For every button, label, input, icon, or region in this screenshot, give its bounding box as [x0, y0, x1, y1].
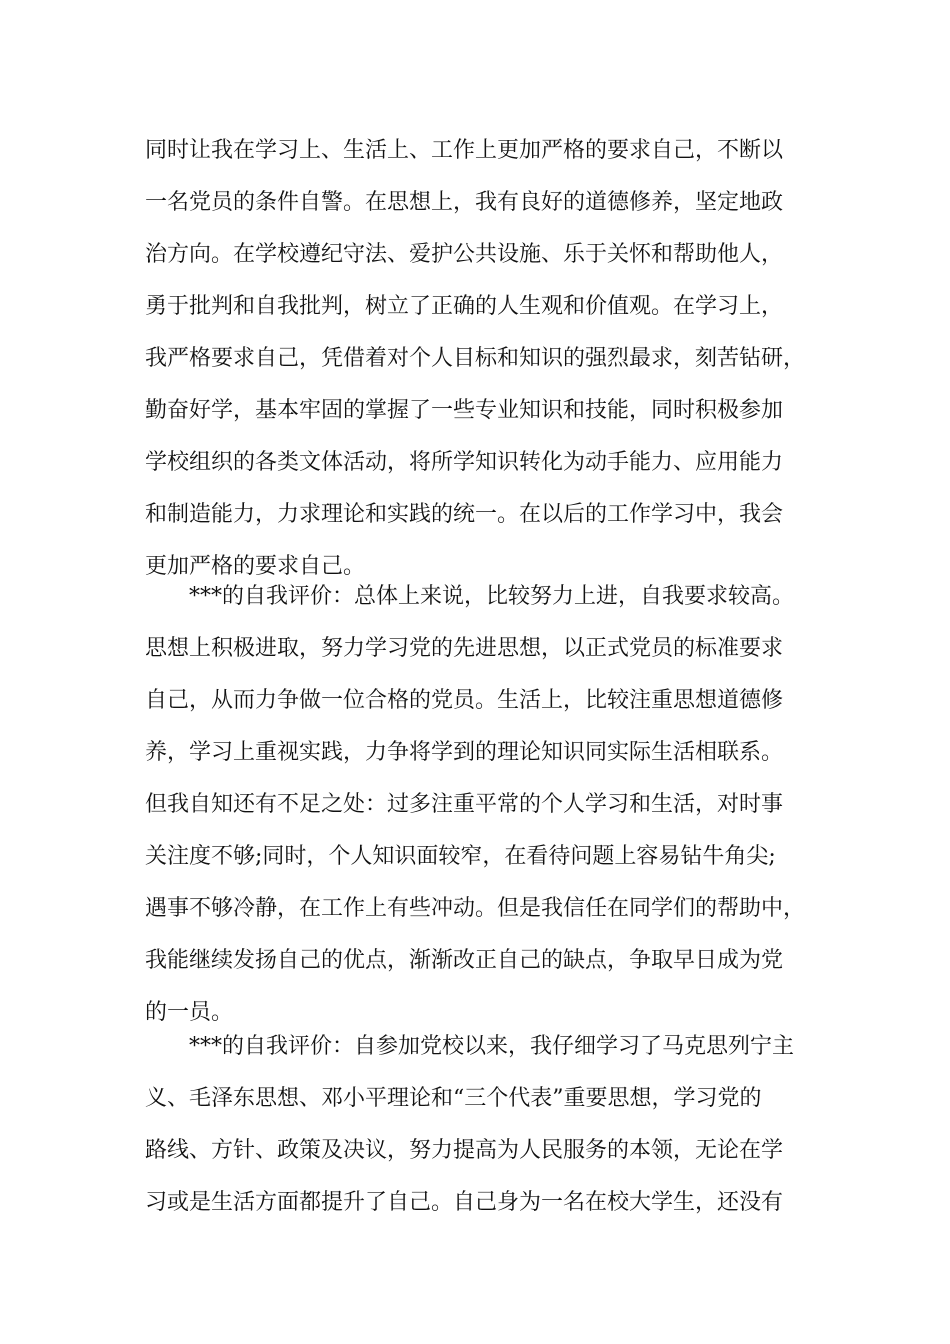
text-line: 勇于批判和自我批判，树立了正确的人生观和价值观。在学习上，	[145, 294, 784, 319]
text-line: 关注度不够;同时，个人知识面较窄，在看待问题上容易钻牛角尖;	[145, 844, 776, 869]
text-line: 路线、方针、政策及决议，努力提高为人民服务的本领，无论在学	[145, 1138, 784, 1163]
text-line: 一名党员的条件自警。在思想上，我有良好的道德修养，坚定地政	[145, 190, 784, 215]
text-line: 养，学习上重视实践，力争将学到的理论知识同实际生活相联系。	[145, 740, 784, 765]
text-line: 学校组织的各类文体活动，将所学知识转化为动手能力、应用能力	[145, 450, 784, 475]
text-line: 勤奋好学，基本牢固的掌握了一些专业知识和技能，同时积极参加	[145, 398, 784, 423]
text-line: 思想上积极进取，努力学习党的先进思想，以正式党员的标准要求	[145, 636, 784, 661]
text-line: 但我自知还有不足之处：过多注重平常的个人学习和生活，对时事	[145, 792, 784, 817]
text-line: 的一员。	[145, 1000, 234, 1025]
text-line: 习或是生活方面都提升了自己。自己身为一名在校大学生，还没有	[145, 1190, 784, 1215]
text-line: 义、毛泽东思想、邓小平理论和“三个代表”重要思想，学习党的	[145, 1086, 762, 1111]
text-line: 遇事不够冷静，在工作上有些冲动。但是我信任在同学们的帮助中，	[145, 896, 806, 921]
text-line: ***的自我评价：总体上来说，比较努力上进，自我要求较高。	[189, 584, 795, 609]
text-line: 自己，从而力争做一位合格的党员。生活上，比较注重思想道德修	[145, 688, 784, 713]
text-line: 同时让我在学习上、生活上、工作上更加严格的要求自己，不断以	[145, 138, 784, 163]
text-line: 我能继续发扬自己的优点，渐渐改正自己的缺点，争取早日成为党	[145, 948, 784, 973]
text-line: 更加严格的要求自己。	[145, 554, 366, 579]
text-line: 治方向。在学校遵纪守法、爱护公共设施、乐于关怀和帮助他人，	[145, 242, 784, 267]
text-line: 我严格要求自己，凭借着对个人目标和知识的强烈最求，刻苦钻研，	[145, 346, 806, 371]
text-line: 和制造能力，力求理论和实践的统一。在以后的工作学习中，我会	[145, 502, 784, 527]
text-line: ***的自我评价：自参加党校以来，我仔细学习了马克思列宁主	[189, 1034, 795, 1059]
